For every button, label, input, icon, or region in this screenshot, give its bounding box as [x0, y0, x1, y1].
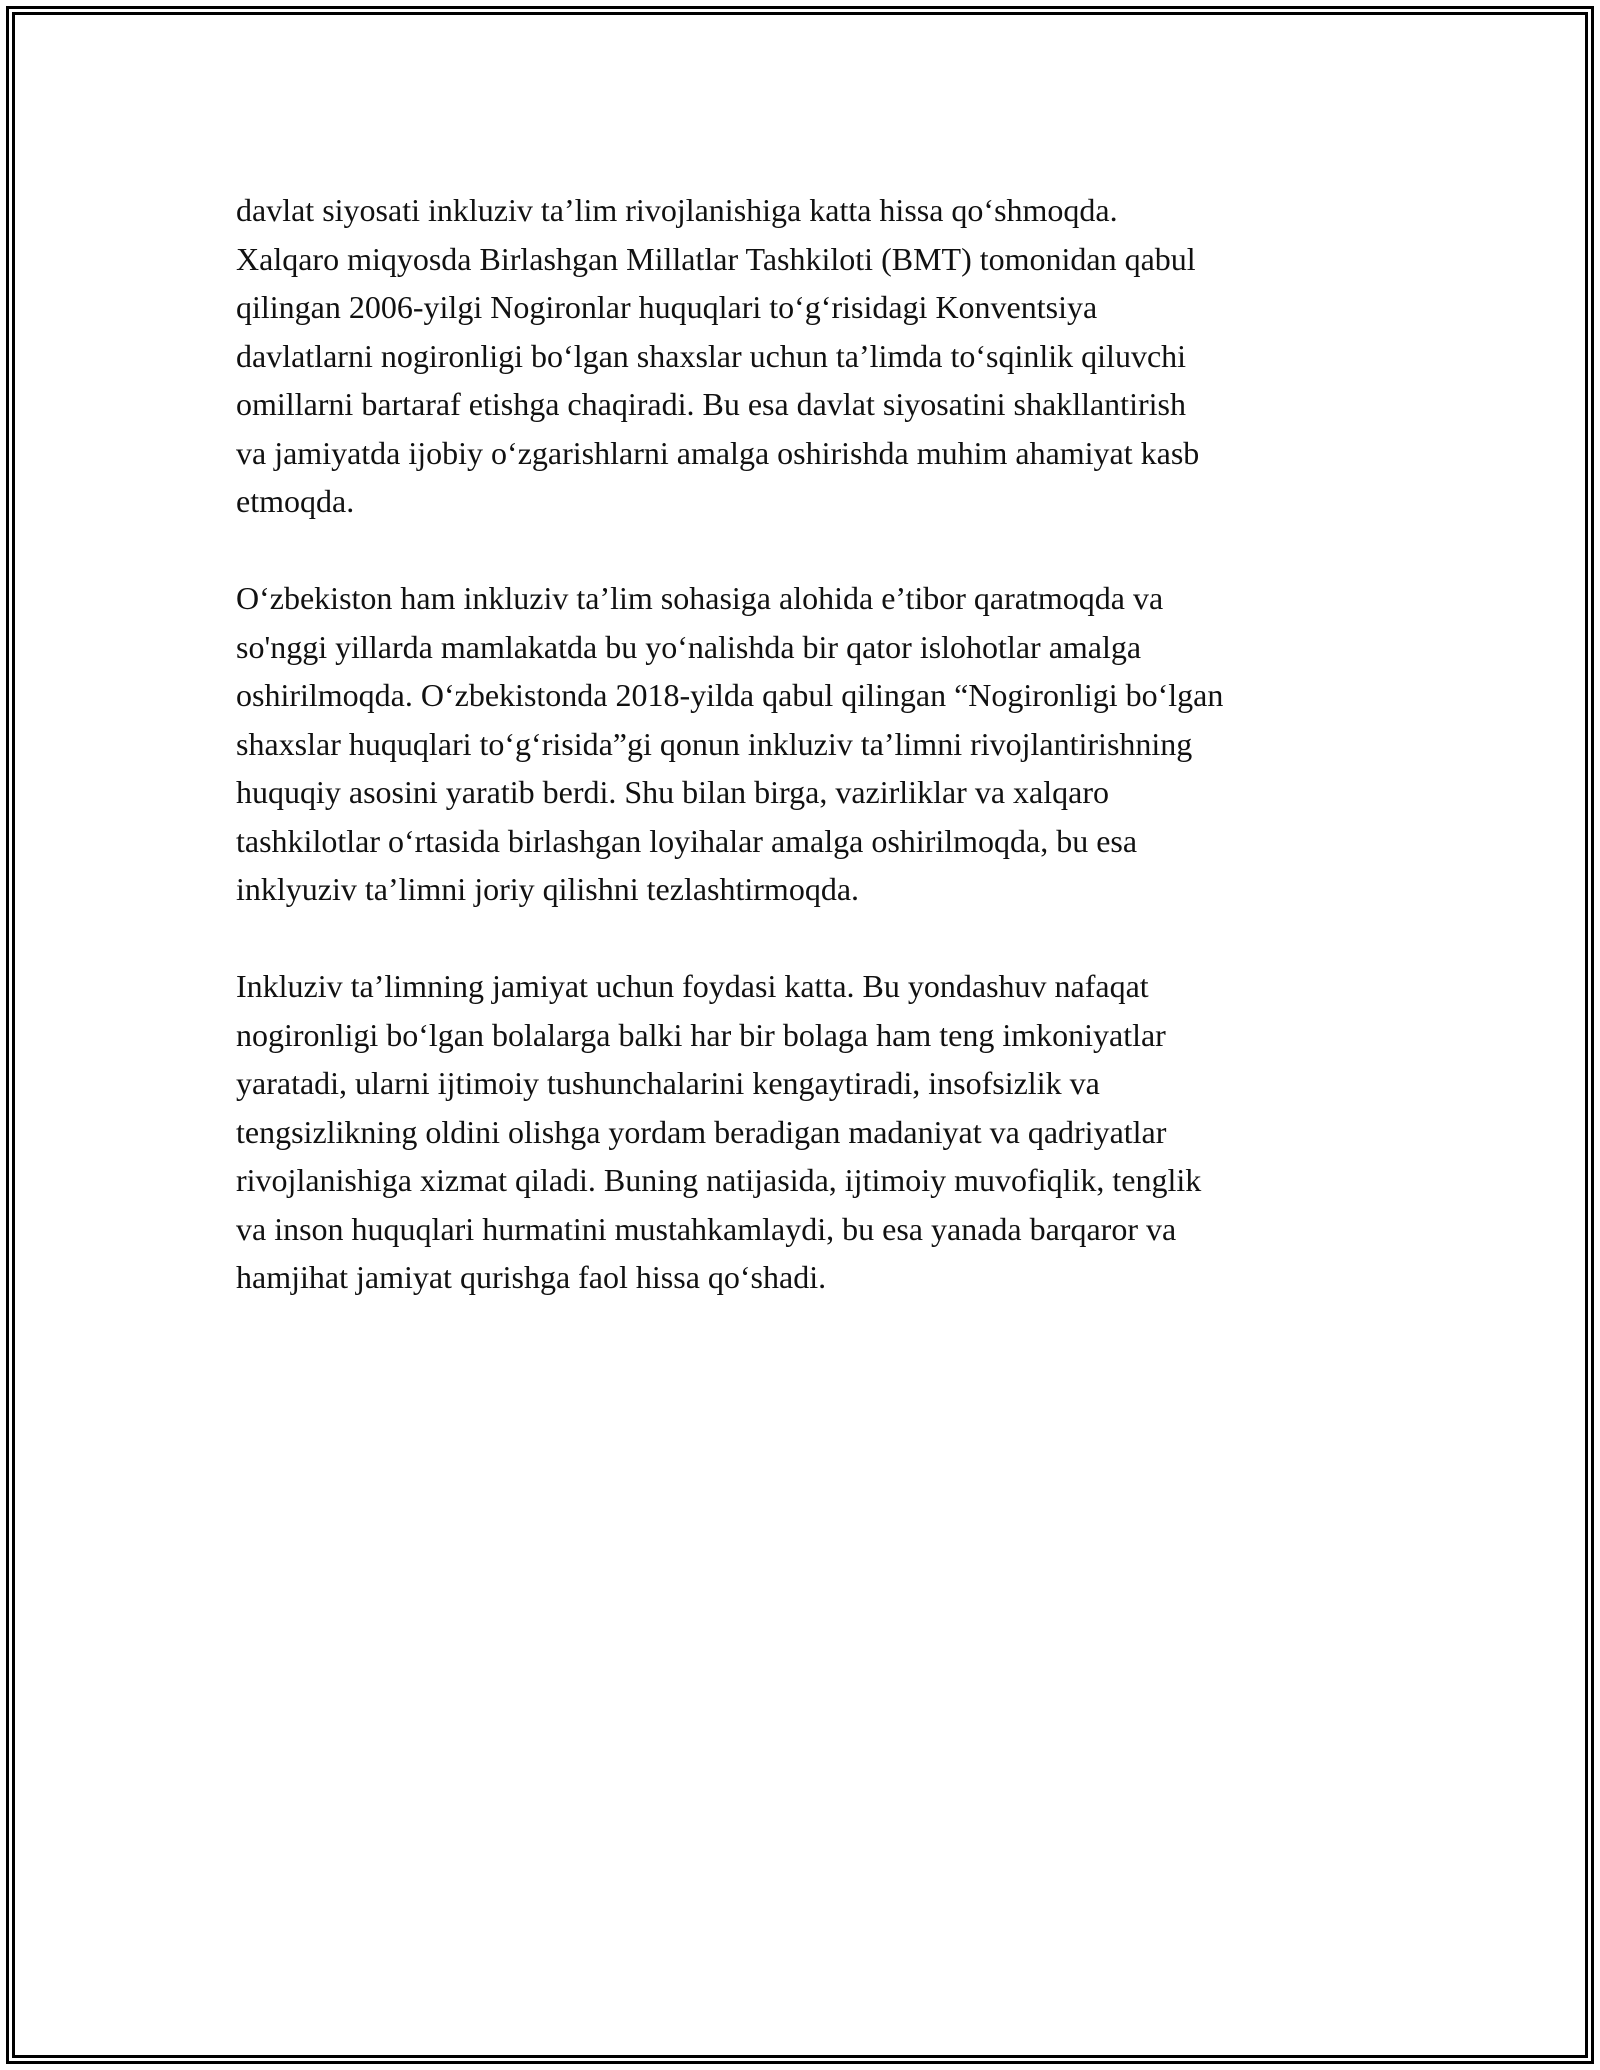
text-line: huquqiy asosini yaratib berdi. Shu bilan birga, vazirliklar va xalqaro	[236, 774, 1109, 810]
text-line: oshirilmoqda. O‘zbekistonda 2018-yilda qabul qilingan “Nogironligi bo‘lgan	[236, 677, 1224, 713]
text-line: rivojlanishiga xizmat qiladi. Buning natijasida, ijtimoiy muvofiqlik, tenglik	[236, 1162, 1202, 1198]
text-line: va inson huquqlari hurmatini mustahkamlaydi, bu esa yanada barqaror va	[236, 1210, 1177, 1247]
text-line: davlatlarni nogironligi bo‘lgan shaxslar uchun ta’limda to‘sqinlik qiluvchi	[236, 337, 1187, 374]
paragraph-2	[236, 574, 1376, 914]
text-line: omillarni bartaraf etishga chaqiradi. Bu esa davlat siyosatini shakllantirish	[236, 386, 1186, 422]
text-line: shaxslar huquqlari to‘g‘risida”gi qonun inkluziv ta’limni rivojlantirishning	[236, 725, 1193, 762]
text-line: tashkilotlar o‘rtasida birlashgan loyihalar amalga oshirilmoqda, bu esa	[236, 822, 1138, 859]
text-line: so'nggi yillarda mamlakatda bu yo‘nalishda bir qator islohotlar amalga	[236, 628, 1142, 665]
text-line: inklyuziv ta’limni joriy qilishni tezlashtirmoqda.	[236, 871, 860, 907]
text-line: qilingan 2006-yilgi Nogironlar huquqlari to‘g‘risidagi Konventsiya	[236, 289, 1098, 325]
text-line: yaratadi, ularni ijtimoiy tushunchalarini kengaytiradi, insofsizlik va	[236, 1065, 1100, 1101]
paragraph-3	[236, 962, 1376, 1302]
text-line: tengsizlikning oldini olishga yordam beradigan madaniyat va qadriyatlar	[236, 1113, 1167, 1150]
text-line: nogironligi bo‘lgan bolalarga balki har bir bolaga ham teng imkoniyatlar	[236, 1016, 1166, 1053]
text-line: va jamiyatda ijobiy o‘zgarishlarni amalga oshirishda muhim ahamiyat kasb	[236, 434, 1200, 471]
paragraph-1	[236, 186, 1376, 526]
text-line: Inkluziv ta’limning jamiyat uchun foydasi katta. Bu yondashuv nafaqat	[236, 968, 1149, 1004]
text-line: davlat siyosati inkluziv ta’lim rivojlanishiga katta hissa qo‘shmoqda.	[236, 192, 1118, 228]
text-line: Xalqaro miqyosda Birlashgan Millatlar Tashkiloti (BMT) tomonidan qabul	[236, 240, 1196, 277]
text-line: hamjihat jamiyat qurishga faol hissa qo‘shadi.	[236, 1259, 827, 1295]
text-line: O‘zbekiston ham inkluziv ta’lim sohasiga alohida e’tibor qaratmoqda va	[236, 580, 1164, 616]
document-body	[236, 186, 1376, 1350]
text-line: etmoqda.	[236, 483, 355, 519]
